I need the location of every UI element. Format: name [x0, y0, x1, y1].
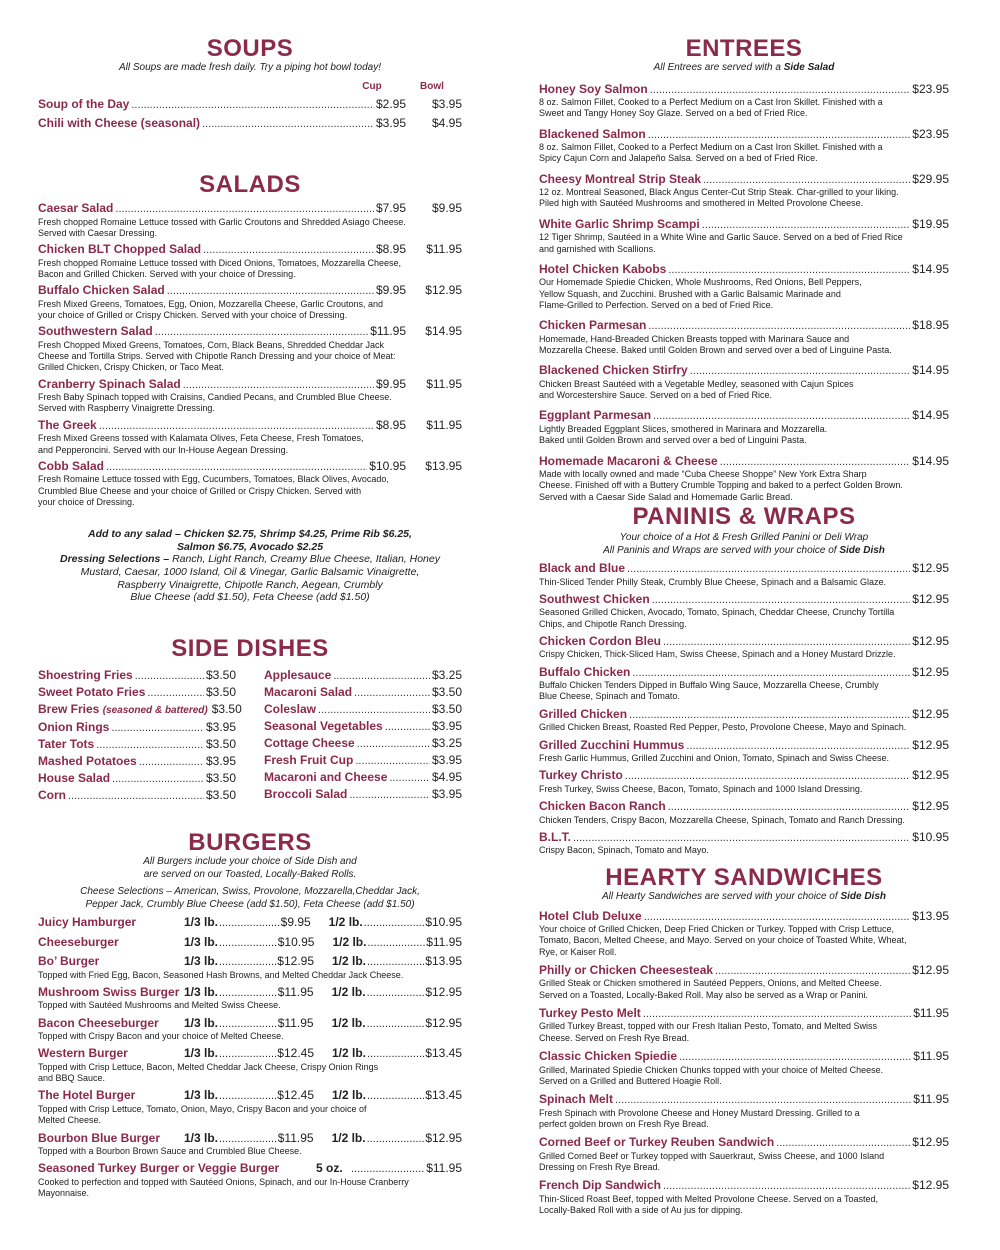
menu-item-price-large: $4.95 — [431, 116, 462, 130]
paninis-subtitle-2: All Paninis and Wraps are served with your choice of Side Dish — [603, 544, 885, 556]
menu-item-price: $10.95 — [912, 829, 949, 844]
menu-item-name: Bo’ Burger — [38, 954, 100, 968]
menu-item-price-large: $3.95 — [431, 96, 462, 111]
menu-item-price-small: $9.95 — [375, 376, 406, 391]
menu-item-description: Thin-Sliced Tender Philly Steak, Crumbly Blue Cheese, Spinach and a Balsamic Glaze. — [539, 576, 887, 587]
salads-section — [38, 172, 462, 604]
menu-item-name: Cheesy Montreal Strip Steak — [539, 171, 702, 186]
menu-item — [539, 768, 949, 795]
burger-size-small: 1/3 lb. — [184, 954, 219, 968]
menu-item — [38, 116, 462, 132]
burger-size-small: 1/3 lb. — [184, 934, 219, 949]
salad-list — [38, 201, 462, 508]
menu-item — [539, 217, 949, 255]
entrees-section — [539, 36, 949, 503]
soups-title: SOUPS — [206, 35, 294, 62]
menu-item-name: Buffalo Chicken Salad — [38, 283, 165, 298]
menu-item — [539, 561, 949, 588]
side-dish-name: Fresh Fruit Cup — [264, 752, 354, 767]
menu-item-description: 8 oz. Salmon Fillet, Cooked to a Perfect Medium on a Cast Iron Skillet. Finished with a Spicy Cajun Corn and Jalapeño Salsa. Served on a bed of Fried Rice. — [539, 142, 883, 164]
side-dishes-left-column — [38, 666, 242, 803]
menu-item-description: Fresh Mixed Greens tossed with Kalamata Olives, Feta Cheese, Fresh Tomatoes, and Pepperoncini. Served with our In-House Aegean Dressing. — [38, 433, 364, 455]
menu-item — [38, 1131, 462, 1158]
menu-item-description: Topped with Sautéed Mushrooms and Melted Swiss Cheese. — [38, 1000, 281, 1011]
menu-item-price: $12.95 — [912, 1135, 949, 1150]
menu-item-description: Topped with Fried Egg, Bacon, Seasoned Hash Browns, and Melted Cheddar Jack Cheese. — [38, 969, 404, 980]
menu-item-price: $19.95 — [912, 216, 949, 231]
menu-item-description: Your choice of Grilled Chicken, Deep Fried Chicken or Turkey. Topped with Crisp Lettuce, Tomato, Bacon, Melted Cheese, and Mayo. Served on your choice of Toasted White, Wheat, Rye, or Kaiser Roll. — [539, 924, 907, 957]
menu-item-price-large: $11.95 — [426, 376, 462, 391]
sandwiches-section — [539, 865, 949, 1216]
menu-item-price-large: $11.95 — [426, 934, 463, 949]
menu-item-name: French Dip Sandwich — [539, 1178, 662, 1193]
menu-item — [38, 283, 462, 321]
menu-item — [539, 82, 949, 120]
burger-size-large: 1/2 lb. — [332, 934, 367, 949]
menu-item-description: Lightly Breaded Eggplant Slices, smothered in Marinara and Mozzarella. Baked until Golden Brown and served over a bed of Linguini Pasta. — [539, 423, 828, 446]
bowl-header: Bowl — [420, 80, 444, 92]
menu-item — [38, 1088, 462, 1126]
menu-item-description: 12 oz. Montreal Seasoned, Black Angus Center-Cut Strip Steak. Char-grilled to your liking. Piled high with Sautéed Mushrooms and smothered in Melted Provolone Cheese. — [539, 187, 899, 209]
menu-item-price-large: $11.95 — [426, 417, 462, 432]
menu-item-description: Fresh Mixed Greens, Tomatoes, Egg, Onion, Mozzarella Cheese, Garlic Croutons, and your choice of Grilled or Crispy Chicken. Served with your choice of Dressing. — [38, 298, 383, 320]
menu-item-name: Chicken BLT Chopped Salad — [38, 242, 202, 257]
menu-item-price: $12.95 — [912, 799, 949, 814]
side-dish-item — [38, 754, 236, 770]
menu-item-price-small: $12.45 — [277, 1088, 314, 1103]
menu-item-price-small: $8.95 — [375, 417, 406, 432]
entrees-title: ENTREES — [685, 35, 803, 62]
side-dish-name: Applesauce — [264, 667, 332, 682]
menu-item — [539, 830, 949, 857]
side-dish-price: $3.95 — [205, 719, 236, 734]
burger-size-large: 1/2 lb. — [331, 984, 366, 999]
menu-item — [539, 1135, 949, 1173]
menu-item-price-small: $11.95 — [370, 324, 406, 339]
entrees-subtitle: All Entrees are served with a Side Salad — [653, 62, 835, 73]
menu-item — [38, 377, 462, 415]
menu-item-description: Fresh chopped Romaine Lettuce tossed with Diced Onions, Tomatoes, Mozzarella Cheese, Bacon and Grilled Chicken. Served with your choice of Dressing. — [38, 257, 402, 279]
dressing-text: Ranch, Light Ranch, Creamy Blue Cheese, Italian, Honey Mustard, Caesar, 1000 Island, Oil & Vinegar, Garlic Balsamic Vinaigrette, Raspberry Vinaigrette, Chipotle Ranch, Aegean, Crumbly Blue Cheese (add $1.50), Feta Cheese (add $1.50) — [80, 553, 440, 604]
menu-item-name: Mushroom Swiss Burger — [38, 984, 180, 999]
side-dish-item — [38, 788, 236, 804]
soups-column-header — [38, 80, 462, 93]
menu-item-description: Grilled Turkey Breast, topped with our Fresh Italian Pesto, Tomato, and Melted Swiss Cheese. Served on Fresh Rye Bread. — [539, 1021, 877, 1043]
menu-item-price-large: $12.95 — [425, 1015, 463, 1030]
addon-line-1: Add to any salad – Chicken $2.75, Shrimp $4.25, Prime Rib $6.25, — [88, 528, 412, 541]
menu-item-description: Fresh Romaine Lettuce tossed with Egg, Cucumbers, Tomatoes, Black Olives, Avocado, Crumbled Blue Cheese and your choice of Grilled or Crispy Chicken. Served with your choice of Dressing. — [38, 474, 389, 507]
menu-item-name: Bourbon Blue Burger — [38, 1130, 160, 1145]
menu-item-description: Fresh Spinach with Provolone Cheese and Honey Mustard Dressing. Grilled to a perfect golden brown on Fresh Rye Bread. — [539, 1107, 860, 1129]
menu-item-price-small: $12.45 — [277, 1046, 314, 1061]
menu-item — [38, 1046, 462, 1084]
menu-item — [539, 127, 949, 165]
menu-item — [539, 1006, 949, 1044]
menu-item-description: 8 oz. Salmon Fillet, Cooked to a Perfect Medium on a Cast Iron Skillet. Finished with a Sweet and Tangy Honey Soy Glaze. Served on a bed of Fried Rice. — [539, 97, 883, 119]
sandwiches-title: HEARTY SANDWICHES — [605, 864, 883, 891]
menu-item-name: Cranberry Spinach Salad — [38, 376, 181, 391]
burger-size-large: 1/2 lb. — [332, 1088, 367, 1103]
side-dish-name: Broccoli Salad — [264, 786, 348, 801]
menu-item-name: Grilled Zucchini Hummus — [539, 737, 685, 752]
sandwich-list — [539, 909, 949, 1217]
side-dish-name: Mashed Potatoes — [38, 753, 137, 768]
soup-list — [38, 97, 462, 132]
sandwiches-subtitle: All Hearty Sandwiches are served with your choice of Side Dish — [601, 891, 887, 902]
side-dish-name: House Salad — [38, 770, 111, 785]
side-dish-name: Shoestring Fries — [38, 667, 133, 682]
burger-size-small: 1/3 lb. — [184, 1046, 219, 1061]
side-dish-price: $3.50 — [431, 701, 462, 716]
menu-item-price-small: $9.95 — [375, 283, 406, 298]
menu-item-description: Topped with Crisp Lettuce, Tomato, Onion, Mayo, Crispy Bacon and your choice of Melted Cheese. — [38, 1103, 367, 1126]
burger-size-small: 1/3 lb. — [184, 1088, 219, 1103]
menu-item-price: $12.95 — [912, 664, 949, 679]
turkey-burger-item — [38, 1161, 462, 1199]
menu-item-name: Seasoned Turkey Burger or Veggie Burger — [38, 1161, 280, 1176]
soups-subtitle: All Soups are made fresh daily. Try a piping hot bowl today! — [119, 62, 381, 73]
menu-item-description: Our Homemade Spiedie Chicken, Whole Mushrooms, Red Onions, Bell Peppers, Yellow Squash, and Zucchini. Brushed with a Garlic Balsamic Marinade and Flame-Grilled to Perfection. Served on a bed of Fried Rice. — [539, 277, 862, 310]
menu-item-name: Western Burger — [38, 1046, 128, 1061]
menu-item — [539, 738, 949, 765]
menu-item-price: $23.95 — [912, 126, 949, 141]
burger-list — [38, 915, 462, 1157]
side-dish-name: Onion Rings — [38, 719, 110, 734]
menu-item-description: Fresh Garlic Hummus, Grilled Zucchini and Onion, Tomato, Spinach and Swiss Cheese. — [539, 753, 889, 764]
menu-item-name: Bacon Cheeseburger — [38, 1015, 159, 1030]
side-dish-price: $3.50 — [205, 736, 236, 751]
side-dish-item — [38, 701, 242, 719]
menu-item — [38, 459, 462, 508]
side-dish-price: $3.50 — [205, 770, 236, 785]
menu-item — [539, 454, 949, 503]
salads-title: SALADS — [199, 171, 301, 198]
side-dishes-title: SIDE DISHES — [171, 635, 329, 662]
side-dishes-right-column — [264, 666, 462, 803]
menu-item-price-large: $9.95 — [431, 201, 462, 215]
burger-size-large: 1/2 lb. — [331, 1130, 366, 1145]
side-dish-price: $3.50 — [205, 684, 236, 699]
menu-item — [38, 97, 462, 113]
cup-header: Cup — [362, 80, 382, 92]
menu-item-price: $12.95 — [912, 1178, 949, 1193]
menu-item-price-small: $9.95 — [280, 915, 311, 929]
menu-item-price: $14.95 — [912, 261, 949, 276]
menu-item-name: Grilled Chicken — [539, 706, 628, 721]
menu-item-description: Seasoned Grilled Chicken, Avocado, Tomato, Spinach, Cheddar Cheese, Crunchy Tortilla Chips, and Chipotle Ranch Dressing. — [539, 607, 895, 629]
side-dish-name: Sweet Potato Fries — [38, 684, 146, 699]
side-dish-item — [264, 787, 462, 803]
menu-item-name: Black and Blue — [539, 561, 626, 575]
side-dish-item — [264, 753, 462, 769]
side-dish-name: Brew Fries (seasoned & battered) — [38, 701, 208, 716]
side-dish-price: $3.50 — [205, 787, 236, 802]
menu-item-name: Soup of the Day — [38, 96, 130, 111]
menu-item-price: $23.95 — [912, 81, 949, 96]
side-dish-price: $3.95 — [431, 786, 462, 801]
menu-item-price-large: $12.95 — [425, 1130, 463, 1145]
side-dishes-section — [38, 636, 462, 803]
panini-list — [539, 561, 949, 857]
side-dish-item — [38, 771, 236, 787]
menu-item-name: Caesar Salad — [38, 201, 114, 215]
side-dish-price: $4.95 — [431, 769, 462, 784]
menu-item-price: $12.95 — [912, 768, 949, 783]
menu-item-description: Buffalo Chicken Tenders Dipped in Buffalo Wing Sauce, Mozzarella Cheese, Crumbly Blue Cheese, Spinach and Tomato. — [539, 680, 879, 702]
side-dishes-grid — [38, 666, 462, 803]
cheese-selections: Cheese Selections – American, Swiss, Provolone, Mozzarella,Cheddar Jack, Pepper Jack, Crumbly Blue Cheese (add $1.50), Feta Cheese (add $1.50) — [80, 886, 420, 910]
side-dish-item — [264, 702, 462, 718]
side-dish-name: Macaroni Salad — [264, 684, 353, 699]
menu-item-price-small: $11.95 — [277, 1015, 314, 1030]
menu-item — [539, 665, 949, 703]
burger-size-large: 1/2 lb. — [331, 1015, 366, 1030]
burgers-section — [38, 830, 462, 1199]
menu-item-description: Chicken Breast Sautéed with a Vegetable Medley, seasoned with Cajun Spices and Worcestershire Sauce. Served on a bed of Fried Rice. — [539, 378, 854, 401]
burger-size-large: 1/2 lb. — [328, 915, 363, 929]
menu-item — [539, 1092, 949, 1130]
menu-item-price: $11.95 — [913, 1092, 949, 1107]
menu-item — [539, 592, 949, 630]
menu-item-price: $11.95 — [913, 1049, 949, 1064]
side-dish-price: $3.95 — [205, 753, 236, 768]
side-dish-note: (seasoned & battered) — [102, 704, 208, 716]
entree-list — [539, 82, 949, 503]
menu-item-description: Cooked to perfection and topped with Sautéed Onions, Spinach, and our In-House Cranberry Mayonnaise. — [38, 1176, 409, 1199]
menu-item-price-small: $7.95 — [375, 201, 406, 215]
menu-item-description: Grilled Steak or Chicken smothered in Sautéed Peppers, Onions, and Melted Cheese. Served on a Toasted, Locally-Baked Roll. May also be served as a Wrap or Panini. — [539, 978, 882, 1000]
menu-item-price: $12.95 — [912, 591, 949, 606]
side-dish-item — [38, 737, 236, 753]
menu-item — [539, 318, 949, 356]
menu-item-price-large: $14.95 — [425, 324, 462, 339]
menu-item-description: Homemade, Hand-Breaded Chicken Breasts topped with Marinara Sauce and Mozzarella Cheese. Baked until Golden Brown and served over a bed of Linguine Pasta. — [539, 333, 892, 356]
side-dish-item — [264, 719, 462, 735]
menu-item-name: The Greek — [38, 417, 97, 432]
menu-item-description: Crispy Bacon, Spinach, Tomato and Mayo. — [539, 845, 709, 856]
menu-item-price-small: $8.95 — [375, 242, 406, 257]
menu-item-price: $12.95 — [912, 561, 949, 575]
menu-item-description: 12 Tiger Shrimp, Sautéed in a White Wine and Garlic Sauce. Served on a bed of Fried Rice and garnished with Scallions. — [539, 232, 903, 254]
menu-item — [539, 707, 949, 734]
menu-item-name: Southwestern Salad — [38, 324, 153, 339]
menu-item-price-small: $3.95 — [375, 116, 406, 130]
menu-item-price-small: $11.95 — [277, 984, 314, 999]
menu-item-price-large: $13.95 — [425, 954, 462, 968]
burger-size-large: 1/2 lb. — [332, 1046, 367, 1061]
menu-item-price: $11.95 — [913, 1005, 949, 1020]
menu-item-price-small: $11.95 — [277, 1130, 314, 1145]
menu-item — [38, 418, 462, 456]
menu-item-description: Topped with a Bourbon Brown Sauce and Crumbled Blue Cheese. — [38, 1146, 302, 1157]
menu-item-description: Grilled Chicken Breast, Roasted Red Pepper, Pesto, Provolone Cheese, Mayo and Spinach. — [539, 722, 907, 733]
menu-item-description: Grilled, Marinated Spiedie Chicken Chunks topped with your choice of Melted Cheese. Served on a Grilled and Buttered Hoagie Roll. — [539, 1064, 884, 1086]
burgers-title: BURGERS — [188, 829, 312, 856]
menu-item-description: Topped with Crispy Bacon and your choice of Melted Cheese. — [38, 1031, 284, 1042]
menu-item-name: Philly or Chicken Cheesesteak — [539, 962, 714, 977]
menu-item-name: Blackened Chicken Stirfry — [539, 363, 688, 378]
side-dish-price: $3.25 — [431, 667, 462, 682]
menu-item-price-large: $13.95 — [425, 458, 462, 473]
side-dish-item — [38, 668, 236, 684]
side-dish-name: Coleslaw — [264, 701, 317, 716]
side-dish-item — [264, 770, 462, 786]
side-dish-item — [38, 720, 236, 736]
menu-item-price-small: $12.95 — [277, 954, 314, 968]
menu-item-name: Turkey Christo — [539, 768, 623, 783]
menu-item-name: Cobb Salad — [38, 458, 105, 473]
menu-item — [539, 963, 949, 1001]
menu-item-price-small: $10.95 — [277, 934, 315, 949]
menu-item-price: $12.95 — [912, 633, 949, 648]
menu-item-name: Spinach Melt — [539, 1092, 614, 1107]
menu-item-name: Honey Soy Salmon — [539, 81, 648, 96]
menu-item — [539, 172, 949, 210]
menu-item — [539, 799, 949, 826]
paninis-title: PANINIS & WRAPS — [632, 503, 856, 530]
side-dish-price: $3.95 — [431, 752, 462, 767]
menu-item-name: Southwest Chicken — [539, 591, 650, 606]
side-dish-price: $3.50 — [205, 667, 236, 682]
menu-item-name: Hotel Chicken Kabobs — [539, 261, 667, 276]
menu-item-name: Cheeseburger — [38, 934, 119, 949]
addon-line-2: Salmon $6.75, Avocado $2.25 — [176, 540, 324, 553]
burgers-subtitle: All Burgers include your choice of Side Dish and are served on our Toasted, Locally-Baked Rolls. — [143, 856, 357, 880]
menu-item-name: Eggplant Parmesan — [539, 408, 652, 423]
soups-section — [38, 36, 462, 132]
menu-item-name: White Garlic Shrimp Scampi — [539, 216, 700, 231]
menu-item — [539, 363, 949, 401]
menu-item-description: Grilled Corned Beef or Turkey topped with Sauerkraut, Swiss Cheese, and 1000 Island Dressing on Fresh Rye Bread. — [539, 1150, 885, 1173]
salad-addons — [38, 528, 462, 604]
menu-item-name: Classic Chicken Spiedie — [539, 1049, 678, 1064]
menu-item-name: Juicy Hamburger — [38, 915, 137, 929]
menu-item-price: $11.95 — [426, 1161, 462, 1176]
menu-item-price: $14.95 — [912, 408, 949, 423]
side-dish-item — [38, 685, 236, 701]
menu-item-description: Topped with Crisp Lettuce, Bacon, Melted Cheddar Jack Cheese, Crispy Onion Rings and BBQ Sauce. — [38, 1061, 379, 1084]
menu-item — [38, 242, 462, 280]
menu-item-price-large: $12.95 — [425, 984, 463, 999]
menu-item — [539, 408, 949, 446]
menu-item-name: Chicken Cordon Bleu — [539, 633, 662, 648]
menu-item-description: Fresh Chopped Mixed Greens, Tomatoes, Corn, Black Beans, Shredded Cheddar Jack Cheese and Tortilla Strips. Served with Chipotle Ranch Dressing and your choice of Meat: Grilled Chicken, Crispy Chicken, or Taco Meat. — [38, 339, 396, 373]
menu-item-price: $29.95 — [912, 171, 949, 186]
menu-item-price: $18.95 — [912, 318, 949, 333]
side-dish-price: $3.95 — [431, 718, 462, 733]
menu-item — [38, 935, 462, 951]
menu-item — [38, 201, 462, 239]
side-dish-item — [264, 736, 462, 752]
menu-item — [38, 954, 462, 981]
menu-item-name: B.L.T. — [539, 829, 571, 844]
side-dish-price: $3.25 — [431, 735, 462, 750]
menu-item — [539, 1049, 949, 1087]
side-dish-name: Tater Tots — [38, 736, 95, 751]
menu-item-name: Chicken Bacon Ranch — [539, 799, 666, 814]
menu-item-price: $12.95 — [912, 706, 949, 721]
menu-item-price: $13.95 — [912, 908, 949, 923]
menu-item — [539, 1178, 949, 1216]
menu-item — [38, 985, 462, 1012]
side-dish-name: Seasonal Vegetables — [264, 718, 383, 733]
menu-item-name: Chili with Cheese (seasonal) — [38, 116, 201, 130]
menu-item — [539, 634, 949, 661]
burger-size-small: 1/3 lb. — [184, 1130, 219, 1145]
menu-item-name: Blackened Salmon — [539, 126, 646, 141]
menu-item — [38, 324, 462, 373]
paninis-subtitle-1: Your choice of a Hot & Fresh Grilled Panini or Deli Wrap — [619, 532, 869, 543]
dressing-label: Dressing Selections – — [60, 553, 170, 566]
burger-size-small: 1/3 lb. — [184, 915, 219, 929]
menu-item-description: Fresh chopped Romaine Lettuce tossed with Garlic Croutons and Shredded Asiago Cheese. Served with Caesar Dressing. — [38, 216, 406, 238]
menu-item-price-large: $11.95 — [426, 242, 462, 257]
side-dish-price: $3.50 — [431, 684, 462, 699]
paninis-section — [539, 504, 949, 857]
menu-item-price-large: $10.95 — [425, 915, 463, 929]
menu-item-name: Chicken Parmesan — [539, 318, 647, 333]
menu-item-price-small: $10.95 — [369, 458, 406, 473]
menu-item-description: Fresh Baby Spinach topped with Craisins, Candied Pecans, and Crumbled Blue Cheese. Served with Raspberry Vinaigrette Dressing. — [38, 392, 392, 414]
menu-item-description: Fresh Turkey, Swiss Cheese, Bacon, Tomato, Spinach and 1000 Island Dressing. — [539, 783, 863, 794]
side-dish-item — [264, 668, 462, 684]
menu-item-description: Chicken Tenders, Crispy Bacon, Mozzarella Cheese, Spinach, Tomato and Ranch Dressing. — [539, 814, 905, 825]
menu-item-description: Made with locally owned and made “Cuba Cheese Shoppe” New York Extra Sharp Cheese. Finished off with a Buttery Crumble Topping and baked to a perfect Golden Brown. Served with a Caesar Side Salad and Homemade Garlic Bread. — [539, 469, 903, 502]
menu-item-price-small: $2.95 — [375, 96, 406, 111]
menu-item — [539, 909, 949, 958]
menu-item — [38, 1016, 462, 1043]
burger-size-small: 1/3 lb. — [184, 984, 219, 999]
burger-size: 5 oz. — [316, 1161, 343, 1176]
menu-item — [38, 915, 462, 931]
menu-item — [539, 262, 949, 311]
side-dish-name: Cottage Cheese — [264, 735, 355, 750]
side-dish-item — [264, 685, 462, 701]
menu-item-price: $12.95 — [912, 737, 949, 752]
menu-item-name: Corned Beef or Turkey Reuben Sandwich — [539, 1135, 775, 1150]
menu-item-description: Crispy Chicken, Thick-Sliced Ham, Swiss Cheese, Spinach and a Honey Mustard Drizzle. — [539, 649, 896, 660]
menu-item-price: $14.95 — [912, 453, 949, 468]
side-dish-name: Corn — [38, 787, 66, 802]
menu-item-price: $12.95 — [912, 962, 949, 977]
menu-item-price-large: $12.95 — [425, 283, 462, 298]
menu-item-name: Buffalo Chicken — [539, 664, 631, 679]
menu-item-price: $14.95 — [912, 363, 949, 378]
menu-item-name: Turkey Pesto Melt — [539, 1005, 641, 1020]
menu-item-name: Homemade Macaroni & Cheese — [539, 453, 718, 468]
menu-item-description: Thin-Sliced Roast Beef, topped with Melted Provolone Cheese. Served on a Toasted, Locally-Baked Roll with a side of Au jus for dipping. — [539, 1193, 879, 1216]
side-dish-name: Macaroni and Cheese — [264, 769, 388, 784]
burger-size-large: 1/2 lb. — [332, 954, 367, 968]
menu-item-name: Hotel Club Deluxe — [539, 908, 642, 923]
side-dish-price: $3.50 — [211, 701, 242, 716]
menu-item-name: The Hotel Burger — [38, 1088, 136, 1103]
menu-item-price-large: $13.45 — [425, 1088, 462, 1103]
burger-size-small: 1/3 lb. — [184, 1015, 219, 1030]
menu-item-price-large: $13.45 — [425, 1046, 462, 1061]
